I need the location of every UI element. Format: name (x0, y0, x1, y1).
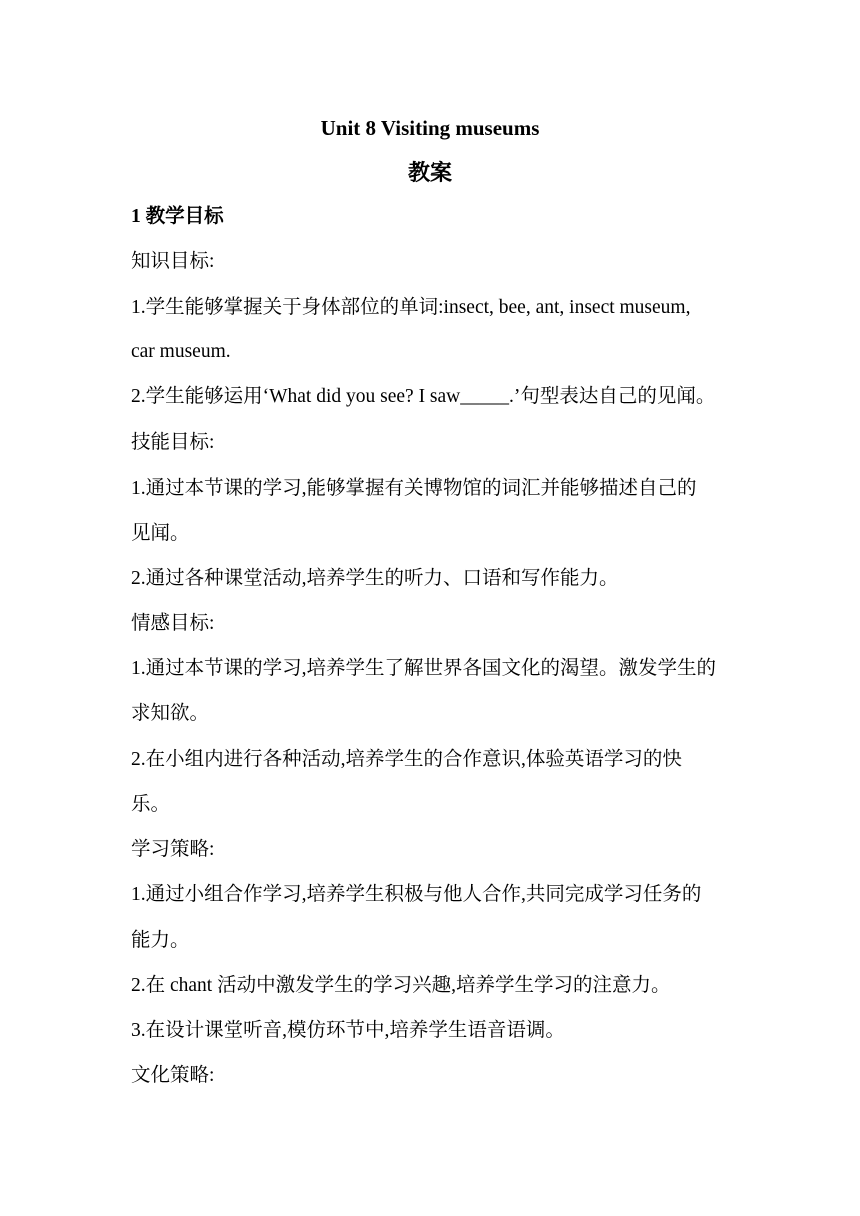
paragraph-line: 文化策略: (131, 1065, 215, 1086)
paragraph-line: 情感目标: (131, 613, 215, 634)
paragraph-line: 1.学生能够掌握关于身体部位的单词:insect, bee, ant, insect museum, (131, 297, 691, 318)
paragraph-line: 技能目标: (131, 432, 215, 453)
paragraph-line: 乐。 (131, 794, 171, 815)
paragraph-line: 见闻。 (131, 523, 190, 544)
paragraph-line: 2.通过各种课堂活动,培养学生的听力、口语和写作能力。 (131, 568, 619, 589)
paragraph-line: 2.在小组内进行各种活动,培养学生的合作意识,体验英语学习的快 (131, 749, 682, 770)
paragraph-line: 能力。 (131, 930, 190, 951)
paragraph-line: 1.通过本节课的学习,培养学生了解世界各国文化的渴望。激发学生的 (131, 658, 717, 679)
paragraph-line: 知识目标: (131, 251, 215, 272)
document-subtitle: 教案 (407, 160, 452, 185)
paragraph-line: 2.学生能够运用‘What did you see? I saw_____.’句型表达自己的见闻。 (131, 386, 716, 407)
paragraph-line: 1.通过本节课的学习,能够掌握有关博物馆的词汇并能够描述自己的 (131, 478, 697, 499)
paragraph-line: 求知欲。 (131, 703, 210, 724)
paragraph-line: car museum. (131, 341, 231, 362)
paragraph-line: 1.通过小组合作学习,培养学生积极与他人合作,共同完成学习任务的 (131, 884, 702, 905)
paragraph-line: 2.在 chant 活动中激发学生的学习兴趣,培养学生学习的注意力。 (131, 975, 671, 996)
section-heading: 1 教学目标 (131, 206, 224, 227)
paragraph-line: 3.在设计课堂听音,模仿环节中,培养学生语音语调。 (131, 1020, 565, 1041)
document-title: Unit 8 Visiting museums (320, 116, 540, 140)
paragraph-line: 学习策略: (131, 839, 215, 860)
